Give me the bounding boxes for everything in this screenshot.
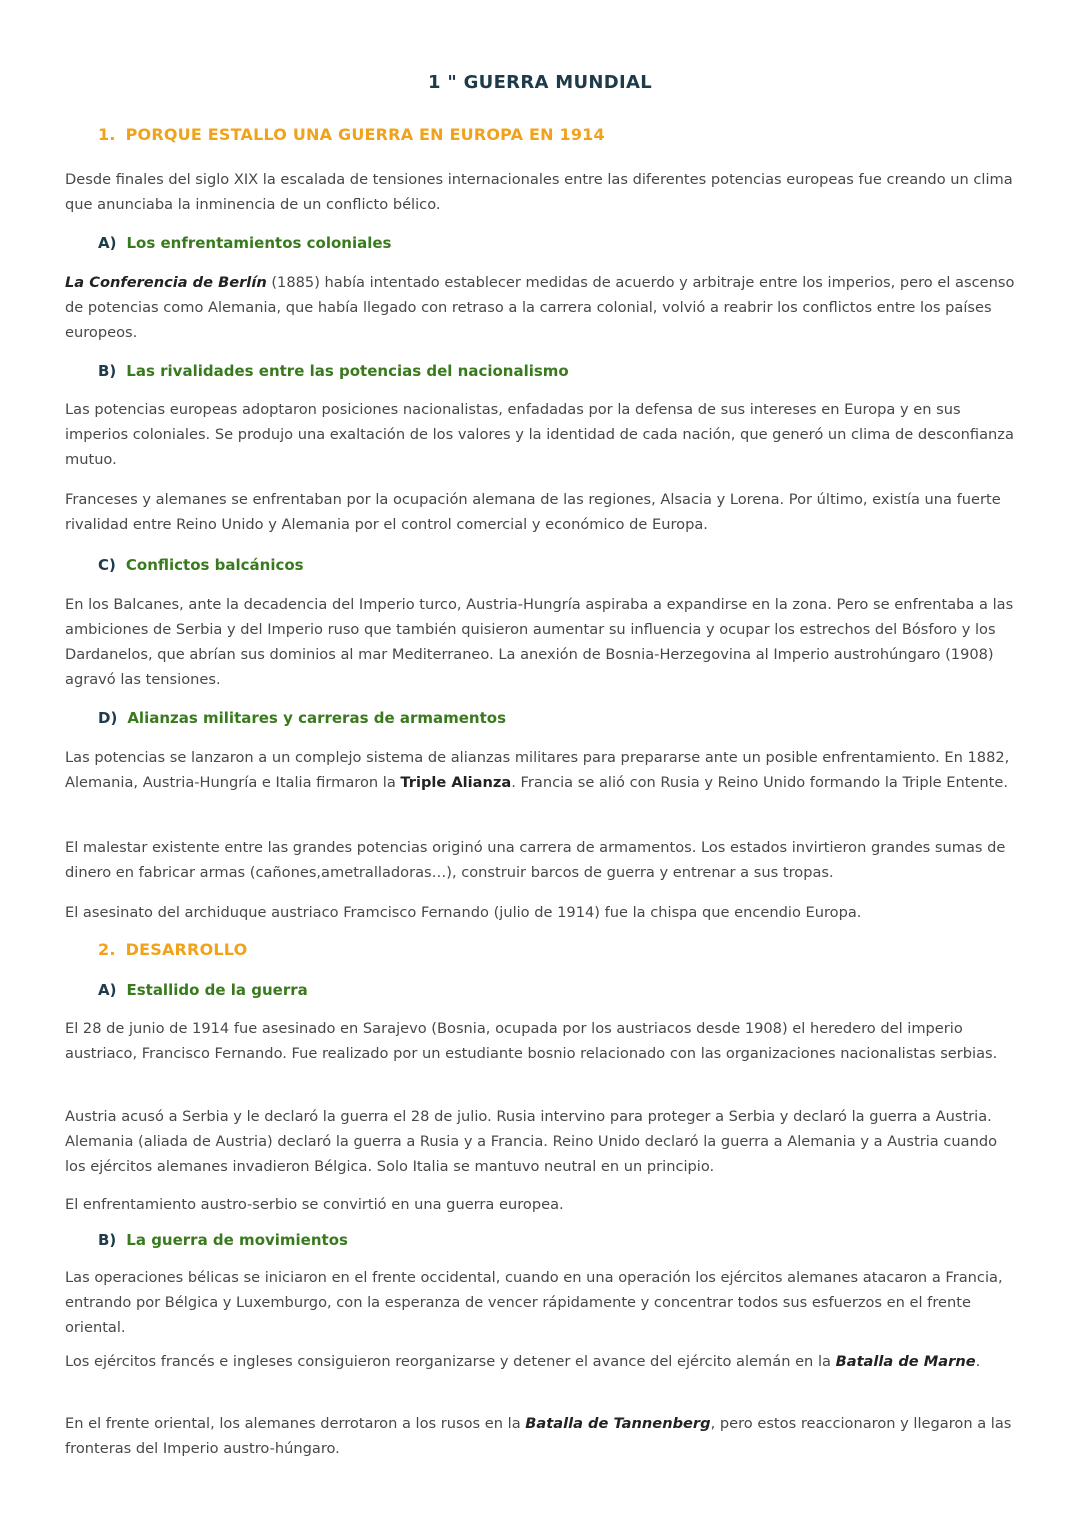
subsection-heading-a2 bbox=[98, 981, 308, 999]
paragraph-balkans: En los Balcanes, ante la decadencia del Imperio turco, Austria-Hungría aspiraba a expandirse en la zona. Pero se enfrentaba a las ambiciones de Serbia y del Imperio ruso que también quisieron aumentar su influencia y ocupar los estrechos del Bósforo y los Dardanelos, que abrían sus dominios al mar Mediterraneo. La anexión de Bosnia-Herzegovina al Imperio austrohúngaro (1908) agravó las tensiones. bbox=[65, 596, 1014, 688]
subsection-heading-a1 bbox=[98, 234, 391, 252]
section-heading-1 bbox=[98, 125, 605, 144]
paragraph-colonial-text: (1885) había intentado establecer medidas de acuerdo y arbitraje entre los imperios, pero el ascenso de potencias como Alemania, que había llegado con retraso a la carrera colonial, volvió a reabrir los conflictos entre los países europeos. bbox=[65, 274, 1015, 341]
paragraph-movement-2 bbox=[65, 1349, 1020, 1374]
section-heading-2 bbox=[98, 940, 247, 959]
paragraph-outbreak-2: Austria acusó a Serbia y le declaró la guerra el 28 de julio. Rusia intervino para proteger a Serbia y declaró la guerra a Austria. Alemania (aliada de Austria) declaró la guerra a Rusia y a Francia. Reino Unido declaró la guerra a Alemania y a Austria cuando los ejércitos alemanes invadieron Bélgica. Solo Italia se mantuvo neutral en un principio. bbox=[65, 1108, 998, 1175]
paragraph-movement-2-text: Los ejércitos francés e ingleses consiguieron reorganizarse y detener el avance del ejército alemán en la bbox=[65, 1353, 836, 1370]
paragraph-rivalry-1: Las potencias europeas adoptaron posiciones nacionalistas, enfadadas por la defensa de sus intereses en Europa y en sus imperios coloniales. Se produjo una exaltación de los valores y la identidad de cada nación, que generó un clima de desconfianza mutuo. bbox=[65, 401, 1014, 468]
subsection-heading-b1 bbox=[98, 362, 569, 380]
paragraph-movement-3 bbox=[65, 1411, 1020, 1461]
subsection-label: Conflictos balcánicos bbox=[125, 556, 304, 574]
paragraph-alliances bbox=[65, 745, 1020, 795]
term-conferencia-berlin: La Conferencia de Berlín bbox=[65, 274, 267, 291]
page-title: 1 " GUERRA MUNDIAL bbox=[427, 72, 653, 93]
section-label: PORQUE ESTALLO UNA GUERRA EN EUROPA EN 1914 bbox=[125, 125, 605, 144]
paragraph-movement-1: Las operaciones bélicas se iniciaron en el frente occidental, cuando en una operación los ejércitos alemanes atacaron a Francia, entrando por Bélgica y Luxemburgo, con la esperanza de vencer rápidamente y concentrar todos sus esfuerzos en el frente oriental. bbox=[65, 1269, 1003, 1336]
subsection-label: La guerra de movimientos bbox=[126, 1231, 348, 1249]
section-number: 1. bbox=[98, 125, 116, 144]
subsection-letter: A) bbox=[98, 981, 117, 999]
term-batalla-tannenberg: Batalla de Tannenberg bbox=[525, 1415, 711, 1432]
section-number: 2. bbox=[98, 940, 116, 959]
subsection-heading-d1 bbox=[98, 709, 506, 727]
paragraph-alliances-text: Las potencias se lanzaron a un complejo sistema de alianzas militares para prepararse ante un posible enfrentamiento. En 1882, Alemania, Austria-Hungría e Italia firmaron la bbox=[65, 749, 1010, 791]
paragraph-movement-2-end: . bbox=[975, 1353, 981, 1370]
section-label: DESARROLLO bbox=[125, 940, 248, 959]
subsection-letter: C) bbox=[98, 556, 116, 574]
paragraph-movement-3-text: En el frente oriental, los alemanes derrotaron a los rusos en la bbox=[65, 1415, 526, 1432]
paragraph-intro: Desde finales del siglo XIX la escalada de tensiones internacionales entre las diferentes potencias europeas fue creando un clima que anunciaba la inminencia de un conflicto bélico. bbox=[65, 171, 1013, 213]
subsection-heading-b2 bbox=[98, 1231, 348, 1249]
subsection-heading-c1 bbox=[98, 556, 304, 574]
paragraph-rivalry-2: Franceses y alemanes se enfrentaban por la ocupación alemana de las regiones, Alsacia y Lorena. Por último, existía una fuerte rivalidad entre Reino Unido y Alemania por el control comercial y económico de Europa. bbox=[65, 491, 1001, 533]
subsection-letter: D) bbox=[98, 709, 118, 727]
paragraph-colonial bbox=[65, 270, 1020, 345]
paragraph-movement-3-end: , pero estos reaccionaron y llegaron a las fronteras del Imperio austro-húngaro. bbox=[65, 1415, 1012, 1457]
paragraph-spark: El asesinato del archiduque austriaco Framcisco Fernando (julio de 1914) fue la chispa que encendio Europa. bbox=[65, 904, 862, 921]
subsection-letter: A) bbox=[98, 234, 117, 252]
subsection-letter: B) bbox=[98, 1231, 117, 1249]
subsection-label: Alianzas militares y carreras de armamentos bbox=[127, 709, 507, 727]
subsection-label: Los enfrentamientos coloniales bbox=[126, 234, 392, 252]
term-triple-alianza: Triple Alianza bbox=[400, 774, 512, 791]
subsection-label: Estallido de la guerra bbox=[126, 981, 308, 999]
term-batalla-marne: Batalla de Marne bbox=[835, 1353, 976, 1370]
paragraph-arms-race: El malestar existente entre las grandes potencias originó una carrera de armamentos. Los estados invirtieron grandes sumas de dinero en fabricar armas (cañones,ametralladoras…), construir barcos de guerra y entrenar a sus tropas. bbox=[65, 839, 1006, 881]
subsection-label: Las rivalidades entre las potencias del nacionalismo bbox=[126, 362, 569, 380]
paragraph-outbreak-3: El enfrentamiento austro-serbio se convirtió en una guerra europea. bbox=[65, 1196, 564, 1213]
paragraph-alliances-text-end: . Francia se alió con Rusia y Reino Unido formando la Triple Entente. bbox=[511, 774, 1009, 791]
paragraph-outbreak-1: El 28 de junio de 1914 fue asesinado en Sarajevo (Bosnia, ocupada por los austriacos desde 1908) el heredero del imperio austriaco, Francisco Fernando. Fue realizado por un estudiante bosnio relacionado con las organizaciones nacionalistas serbias. bbox=[65, 1020, 998, 1062]
subsection-letter: B) bbox=[98, 362, 117, 380]
